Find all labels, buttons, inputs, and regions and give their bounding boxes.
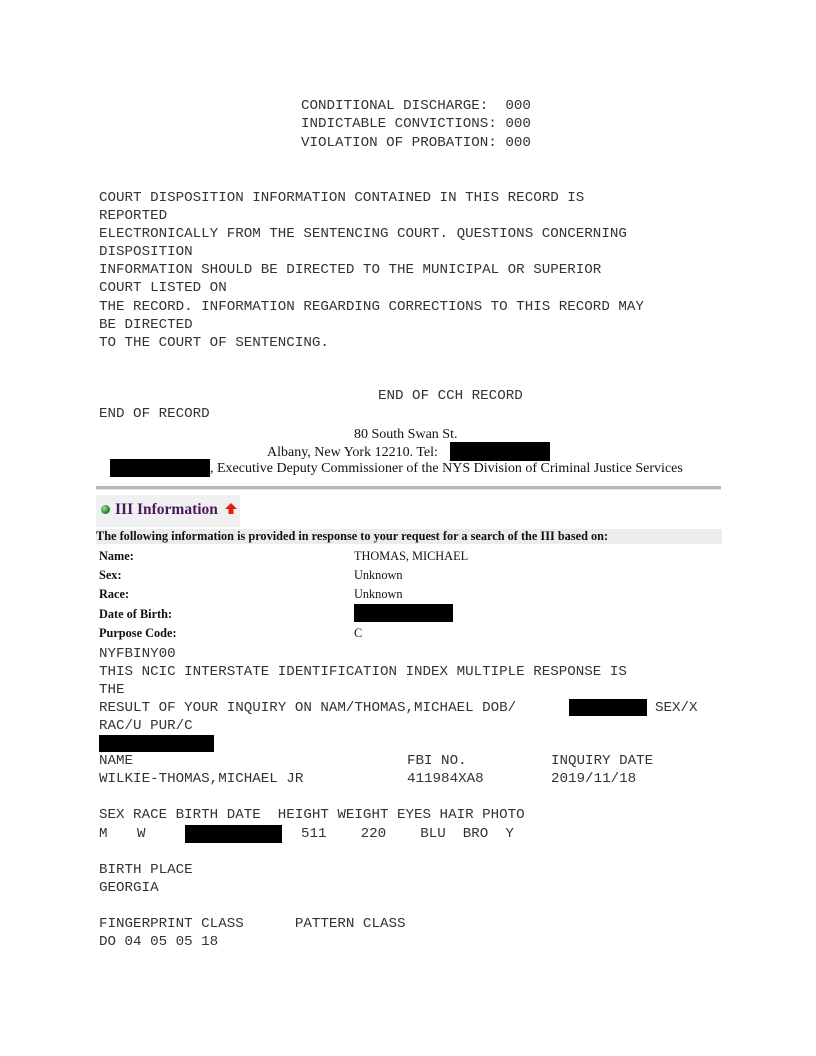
bullet-icon xyxy=(101,505,110,514)
redacted-dob xyxy=(354,604,453,622)
end-of-record: END OF RECORD xyxy=(99,406,210,422)
response-sex-code: SEX/X xyxy=(655,700,698,716)
notice-line: THE RECORD. INFORMATION REGARDING CORRECTIONS TO THIS RECORD MAY xyxy=(99,299,644,315)
signatory-title: , Executive Deputy Commissioner of the NYS Division of Criminal Justice Services xyxy=(210,461,683,476)
field-value-name: THOMAS, MICHAEL xyxy=(354,549,469,563)
redacted-inquiry-dob xyxy=(569,699,647,716)
request-intro-bar xyxy=(96,529,722,544)
redacted-commissioner-name xyxy=(110,459,210,477)
field-value-race: Unknown xyxy=(354,587,403,601)
fbi-header: FBI NO. xyxy=(407,753,467,769)
redacted-line xyxy=(99,735,214,752)
arrow-up-icon[interactable] xyxy=(224,502,238,516)
birth-place: GEORGIA xyxy=(99,880,159,896)
field-label-dob: Date of Birth: xyxy=(99,607,173,621)
notice-line: COURT LISTED ON xyxy=(99,280,227,296)
stat-line: VIOLATION OF PROBATION: 000 xyxy=(301,135,531,151)
response-line: RESULT OF YOUR INQUIRY ON NAM/THOMAS,MICHAEL DOB/ xyxy=(99,700,517,716)
redacted-phone xyxy=(450,442,550,461)
field-value-sex: Unknown xyxy=(354,568,403,582)
inquiry-date: 2019/11/18 xyxy=(551,771,637,787)
field-label-purpose: Purpose Code: xyxy=(99,626,177,640)
field-label-sex: Sex: xyxy=(99,568,122,582)
address-city-tel: Albany, New York 12210. Tel: xyxy=(267,445,438,460)
notice-line: COURT DISPOSITION INFORMATION CONTAINED IN THIS RECORD IS xyxy=(99,190,585,206)
address-street: 80 South Swan St. xyxy=(354,427,458,442)
physical-details: 511 220 BLU BRO Y xyxy=(301,826,514,842)
response-line: RAC/U PUR/C xyxy=(99,718,193,734)
end-cch-record: END OF CCH RECORD xyxy=(378,388,523,404)
field-label-race: Race: xyxy=(99,587,130,601)
fingerprint-header: FINGERPRINT CLASS PATTERN CLASS xyxy=(99,916,406,932)
stat-line: INDICTABLE CONVICTIONS: 000 xyxy=(301,116,531,132)
notice-line: ELECTRONICALLY FROM THE SENTENCING COURT. QUESTIONS CONCERNING xyxy=(99,226,627,242)
response-line: NYFBINY00 xyxy=(99,646,176,662)
request-intro: The following information is provided in response to your request for a search of the III based on: xyxy=(96,529,609,543)
physical-header: SEX RACE BIRTH DATE HEIGHT WEIGHT EYES HAIR PHOTO xyxy=(99,807,525,823)
redacted-birth-date xyxy=(185,825,282,843)
notice-line: INFORMATION SHOULD BE DIRECTED TO THE MUNICIPAL OR SUPERIOR xyxy=(99,262,602,278)
subject-name: WILKIE-THOMAS,MICHAEL JR xyxy=(99,771,304,787)
fbi-number: 411984XA8 xyxy=(407,771,484,787)
physical-race: W xyxy=(137,826,146,842)
inquiry-date-header: INQUIRY DATE xyxy=(551,753,654,769)
stat-line: CONDITIONAL DISCHARGE: 000 xyxy=(301,98,531,114)
physical-sex: M xyxy=(99,826,108,842)
notice-line: TO THE COURT OF SENTENCING. xyxy=(99,335,329,351)
iii-title: III Information xyxy=(115,501,218,518)
notice-line: DISPOSITION xyxy=(99,244,193,260)
iii-section-header xyxy=(96,495,240,527)
response-line: THIS NCIC INTERSTATE IDENTIFICATION INDEX MULTIPLE RESPONSE IS xyxy=(99,664,627,680)
notice-line: REPORTED xyxy=(99,208,168,224)
fingerprint-class: DO 04 05 05 18 xyxy=(99,934,219,950)
field-value-purpose: C xyxy=(354,626,363,640)
name-header: NAME xyxy=(99,753,134,769)
field-label-name: Name: xyxy=(99,549,134,563)
birth-place-header: BIRTH PLACE xyxy=(99,862,193,878)
response-line: THE xyxy=(99,682,125,698)
section-divider xyxy=(96,486,721,490)
notice-line: BE DIRECTED xyxy=(99,317,193,333)
